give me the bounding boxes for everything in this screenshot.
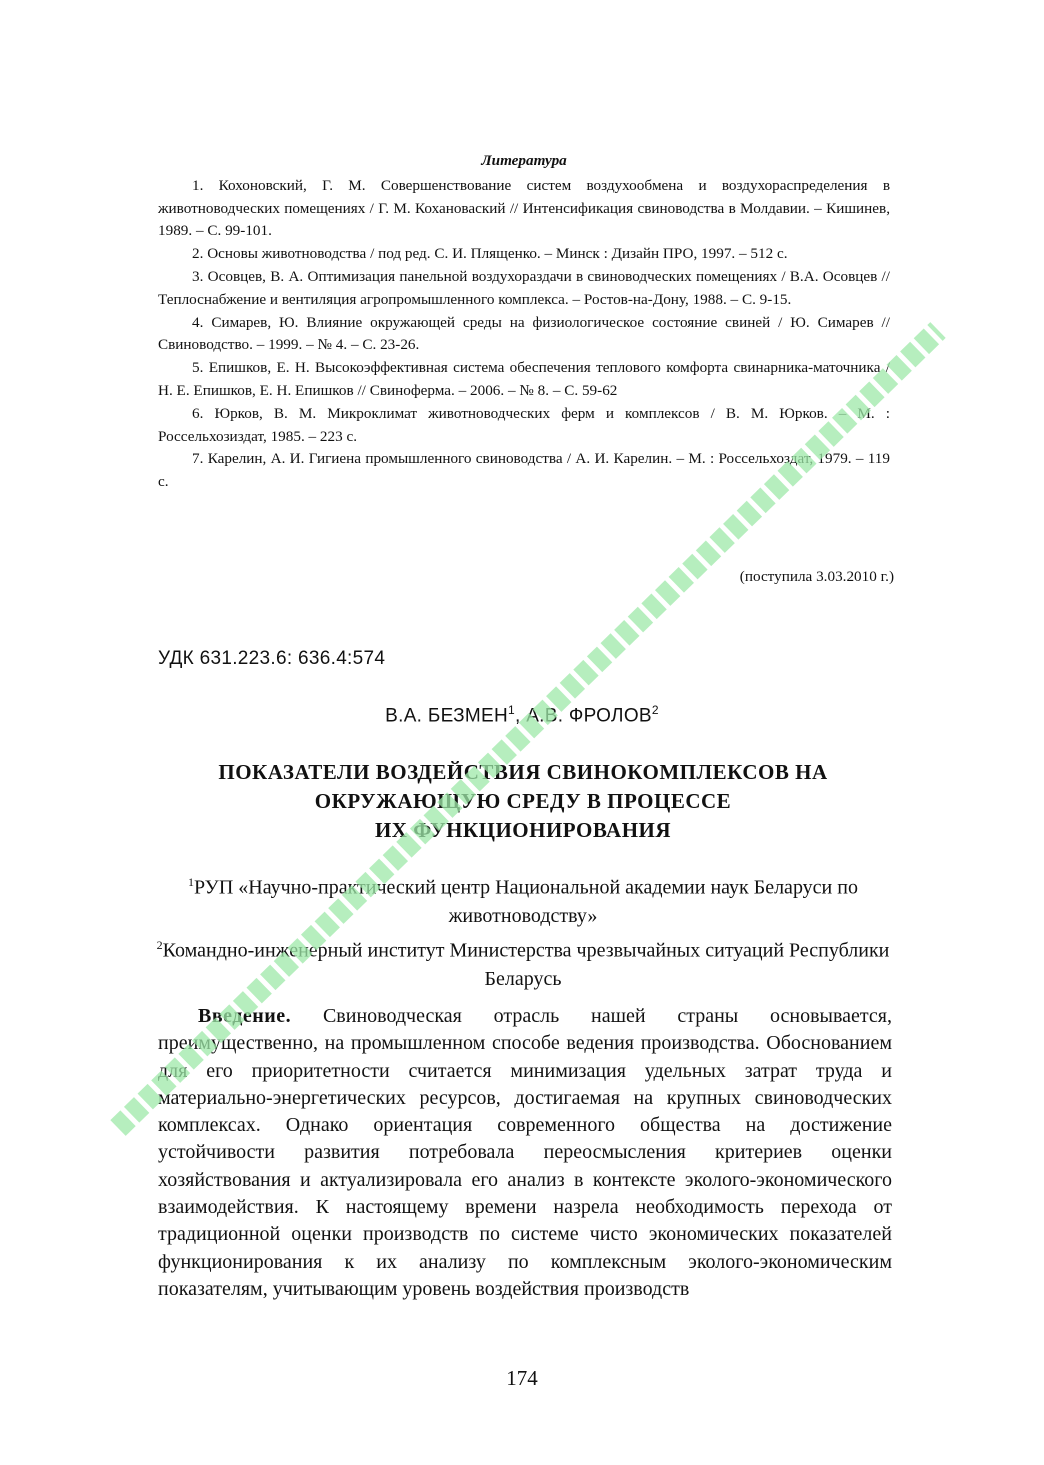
reference-item: 5. Епишков, Е. Н. Высокоэффективная система обеспечения теплового комфорта свинарника-маточника / Н. Е. Епишков, Е. Н. Епишков // Свиноферма. – 2006. – № 8. – С. 59-62 <box>158 359 890 399</box>
affiliation-text: РУП «Научно-практический центр Национальной академии наук Беларуси по животноводству» <box>194 876 858 928</box>
title-line: ИХ ФУНКЦИОНИРОВАНИЯ <box>374 818 672 842</box>
reference-item: 4. Симарев, Ю. Влияние окружающей среды на физиологическое состояние свиней / Ю. Симарев // Свиноводство. – 1999. – № 4. – С. 23-26. <box>158 313 890 354</box>
reference-item: 1. Кохоновский, Г. М. Совершенствование систем воздухообмена и воздухораспределения в животноводческих помещениях / Г. М. Кохановаский // Интенсификация свиноводства в Молдавии. – Кишинев, 1989. – С. 99-101. <box>158 176 890 240</box>
introduction-text: Свиноводческая отрасль нашей страны основывается, преимущественно, на промышленном способе ведения производства. Обоснованием для его приоритетности считается минимизация удельных затрат труда и материально-энергетических ресурсов, достигаемая на крупных свиноводческих комплексах. Однако ориентация современного общества на достижение устойчивости развития потребовала переосмысления критериев оценки хозяйствования и актуализировала его анализ в контексте эколого-экономического взаимодействия. К настоящему времени назрела необходимость перехода от традиционной оценки производств по системе чисто экономических показателей функционирования к их анализу по комплексным эколого-экономическим показателям, учитывающим уровень воздействия производств <box>158 1005 892 1300</box>
introduction-section <box>158 1003 892 1303</box>
author-affiliation-mark: 2 <box>651 703 659 717</box>
author-separator: , <box>515 705 527 727</box>
reference-item: 7. Карелин, А. И. Гигиена промышленного свиноводства / А. И. Карелин. – М. : Россельхоздат, 1979. – 119 с. <box>158 450 890 491</box>
affiliation <box>150 931 896 994</box>
affiliation-mark: 2 <box>156 937 163 952</box>
title-line: ПОКАЗАТЕЛИ ВОЗДЕЙСТВИЯ СВИНОКОМПЛЕКСОВ НА <box>218 760 828 784</box>
introduction-heading: Введение. <box>198 1005 292 1027</box>
reference-item: 6. Юрков, В. М. Микроклимат животноводческих ферм и комплексов / В. М. Юрков. – М. : Россельхозиздат, 1985. – 223 с. <box>158 404 890 445</box>
affiliation-text: Командно-инженерный институт Министерства чрезвычайных ситуаций Республики Беларусь <box>162 939 890 990</box>
references-title: Литература <box>481 152 567 169</box>
author-name: А.В. ФРОЛОВ <box>526 705 652 727</box>
references-section <box>158 150 890 494</box>
introduction-paragraph <box>158 1003 892 1303</box>
affiliations <box>150 868 896 993</box>
udk-code: УДК 631.223.6: 636.4:574 <box>158 648 386 669</box>
title-line: ОКРУЖАЮЩУЮ СРЕДУ В ПРОЦЕССЕ <box>314 789 732 813</box>
authors-line <box>0 703 1044 727</box>
received-date: (поступила 3.03.2010 г.) <box>739 568 894 585</box>
author-name: В.А. БЕЗМЕН <box>385 705 509 727</box>
article-title <box>150 758 896 845</box>
reference-item: 3. Осовцев, В. А. Оптимизация панельной воздухораздачи в свиноводческих помещениях / В.А. Осовцев // Теплоснабжение и вентиляция агропромышленного комплекса. – Ростов-на-Дону, 1988. – С. 9-15. <box>158 267 890 308</box>
affiliation-mark: 1 <box>188 875 195 889</box>
page-number: 174 <box>506 1366 538 1390</box>
reference-item: 2. Основы животноводства / под ред. С. И. Плященко. – Минск : Дизайн ПРО, 1997. – 512 с. <box>192 245 788 263</box>
author-affiliation-mark: 1 <box>508 703 516 717</box>
affiliation <box>150 868 896 931</box>
